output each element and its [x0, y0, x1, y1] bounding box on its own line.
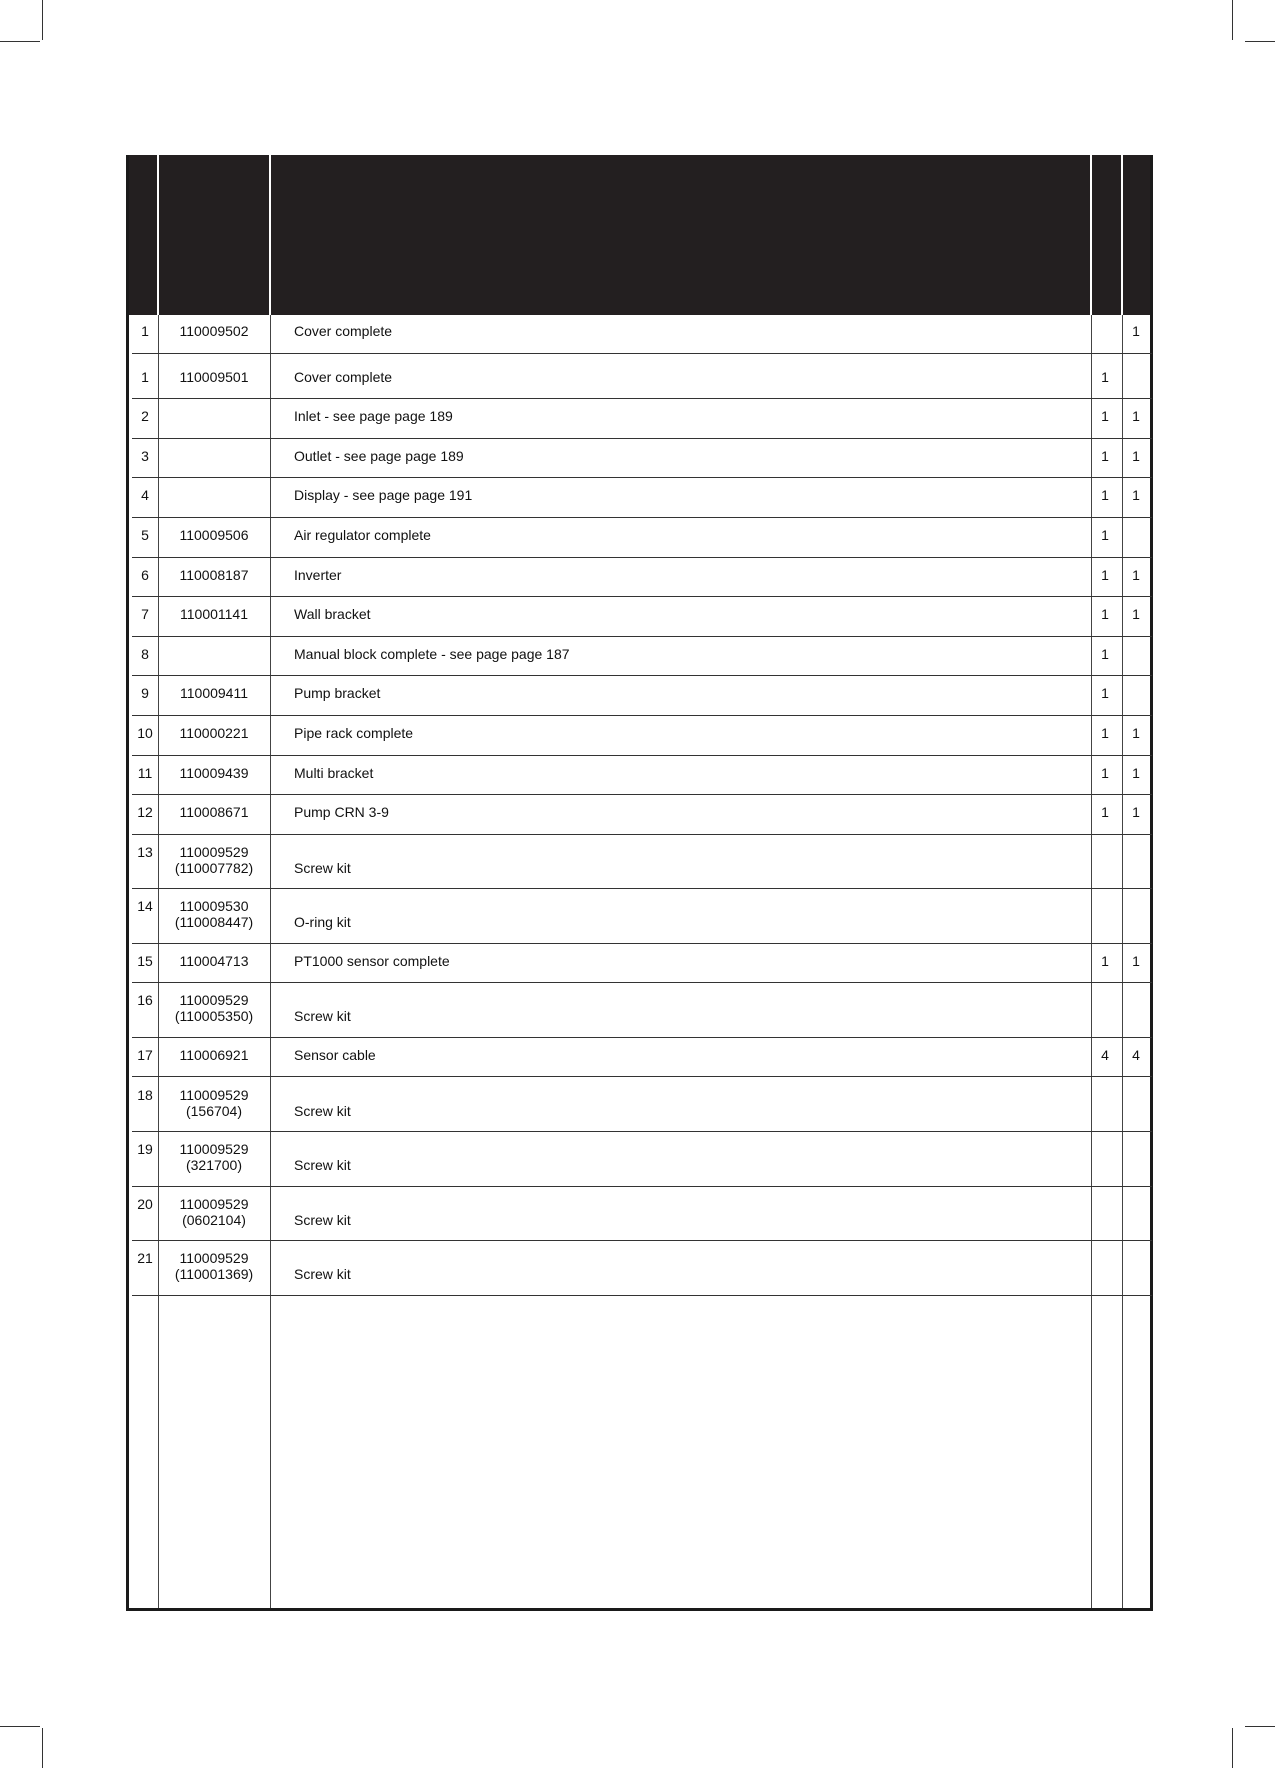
part-description: Multi bracket	[294, 764, 374, 781]
part-description: Screw kit	[294, 1157, 351, 1173]
table-row	[132, 983, 1152, 1038]
item-number: 1	[141, 368, 149, 385]
part-number: 110009529	[179, 992, 249, 1009]
item-number: 11	[137, 764, 153, 781]
table-row	[132, 676, 1152, 716]
part-description: Sensor cable	[294, 1046, 376, 1063]
table-row	[132, 558, 1152, 598]
part-number: 110009530	[179, 898, 249, 915]
part-description: Screw kit	[294, 1008, 351, 1025]
quantity-model-a: 1	[1101, 645, 1109, 662]
part-number-alt: (0602104)	[182, 1211, 246, 1228]
item-number: 5	[141, 527, 149, 543]
table-row	[132, 1241, 1152, 1296]
header-separator	[1090, 155, 1092, 315]
item-number: 19	[137, 1141, 153, 1157]
item-number: 20	[137, 1195, 153, 1212]
parts-table	[126, 155, 1153, 1611]
table-header	[129, 155, 1150, 315]
item-number: 7	[141, 606, 149, 623]
quantity-model-a: 1	[1101, 447, 1109, 464]
part-number-alt: (110005350)	[174, 1008, 254, 1025]
table-row	[132, 756, 1152, 796]
table-row	[132, 795, 1152, 835]
item-number: 9	[141, 685, 149, 702]
part-description: Cover complete	[294, 368, 393, 385]
item-number: 12	[137, 804, 153, 821]
item-number: 17	[137, 1046, 153, 1063]
part-number-alt: (110007782)	[174, 859, 254, 876]
quantity-model-a: 1	[1101, 408, 1109, 425]
table-row	[132, 1132, 1152, 1187]
crop-mark	[42, 1728, 43, 1768]
part-description: Display - see page page 191	[294, 487, 473, 504]
part-description: Outlet - see page page 189	[294, 447, 464, 464]
table-row	[132, 518, 1152, 558]
table-row	[132, 889, 1152, 944]
crop-mark	[42, 0, 43, 40]
part-description: PT1000 sensor complete	[294, 952, 450, 969]
quantity-model-b: 1	[1132, 764, 1140, 781]
quantity-model-a: 1	[1101, 952, 1109, 969]
item-number: 21	[137, 1250, 153, 1266]
quantity-model-a: 1	[1101, 368, 1109, 385]
part-description: Cover complete	[294, 323, 393, 339]
item-number: 15	[137, 952, 153, 969]
quantity-model-a: 1	[1101, 606, 1109, 623]
quantity-model-b: 1	[1132, 323, 1140, 339]
table-row	[132, 1078, 1152, 1133]
quantity-model-a: 1	[1101, 804, 1109, 821]
item-number: 10	[137, 725, 153, 741]
part-description: Wall bracket	[294, 606, 371, 623]
item-number: 1	[141, 323, 149, 339]
part-number: 110009529	[179, 1141, 249, 1157]
item-number: 8	[141, 645, 149, 662]
item-number: 3	[141, 447, 149, 464]
item-number: 6	[141, 566, 149, 583]
quantity-model-b: 1	[1132, 487, 1140, 504]
part-description: Air regulator complete	[294, 527, 431, 543]
header-separator	[1121, 155, 1123, 315]
crop-mark	[1232, 1728, 1233, 1768]
part-number: 110009529	[179, 1195, 249, 1212]
quantity-model-a: 1	[1101, 527, 1109, 543]
part-description: Pump CRN 3-9	[294, 804, 389, 821]
quantity-model-a: 1	[1101, 764, 1109, 781]
crop-mark	[0, 41, 40, 42]
part-number: 110008671	[179, 804, 249, 821]
part-number: 110009439	[179, 764, 249, 781]
part-description: Inlet - see page page 189	[294, 408, 453, 425]
quantity-model-b: 1	[1132, 447, 1140, 464]
table-row	[132, 360, 1152, 400]
part-number: 110009529	[179, 843, 249, 860]
quantity-model-b: 1	[1132, 408, 1140, 425]
part-description: Screw kit	[294, 1102, 351, 1119]
part-number: 110009506	[179, 527, 249, 543]
part-number: 110009501	[179, 368, 249, 385]
part-number: 110009529	[179, 1250, 249, 1266]
quantity-model-a: 1	[1101, 725, 1109, 741]
part-description: Inverter	[294, 566, 342, 583]
quantity-model-b: 4	[1132, 1046, 1140, 1063]
header-separator	[269, 155, 271, 315]
crop-mark	[1245, 41, 1275, 42]
table-row	[132, 439, 1152, 479]
table-row	[132, 716, 1152, 756]
part-number: 110009411	[180, 685, 248, 702]
table-row	[132, 597, 1152, 637]
item-number: 13	[137, 843, 153, 860]
quantity-model-a: 1	[1101, 685, 1109, 702]
crop-mark	[0, 1726, 40, 1727]
part-description: Screw kit	[294, 1266, 351, 1282]
quantity-model-b: 1	[1132, 952, 1140, 969]
quantity-model-a: 1	[1101, 566, 1109, 583]
header-separator	[157, 155, 159, 315]
part-number: 110006921	[179, 1046, 249, 1063]
quantity-model-b: 1	[1132, 606, 1140, 623]
crop-mark	[1245, 1726, 1275, 1727]
table-row	[132, 637, 1152, 677]
table-row	[132, 944, 1152, 984]
part-number: 110000221	[179, 725, 249, 741]
part-description: O-ring kit	[294, 914, 351, 931]
table-row	[132, 1187, 1152, 1242]
item-number: 14	[137, 898, 153, 915]
table-row	[132, 399, 1152, 439]
part-number-alt: (321700)	[185, 1157, 243, 1173]
quantity-model-b: 1	[1132, 804, 1140, 821]
table-row	[132, 314, 1152, 354]
quantity-model-a: 1	[1101, 487, 1109, 504]
table-row	[132, 478, 1152, 518]
table-row	[132, 835, 1152, 890]
item-number: 16	[137, 992, 153, 1009]
part-description: Pipe rack complete	[294, 725, 414, 741]
part-number: 110001141	[180, 606, 248, 623]
part-description: Manual block complete - see page page 187	[294, 645, 570, 662]
part-number: 110009502	[179, 323, 249, 339]
part-number: 110008187	[179, 566, 249, 583]
part-number-alt: (156704)	[185, 1102, 243, 1119]
part-number: 110009529	[179, 1086, 249, 1103]
quantity-model-a: 4	[1101, 1046, 1109, 1063]
part-number-alt: (110008447)	[174, 914, 254, 931]
part-number: 110004713	[179, 952, 249, 969]
item-number: 18	[137, 1086, 153, 1103]
quantity-model-b: 1	[1132, 566, 1140, 583]
item-number: 2	[141, 408, 149, 425]
part-description: Screw kit	[294, 1211, 351, 1228]
quantity-model-b: 1	[1132, 725, 1140, 741]
crop-mark	[1232, 0, 1233, 40]
item-number: 4	[141, 487, 149, 504]
part-description: Pump bracket	[294, 685, 381, 702]
part-description: Screw kit	[294, 859, 351, 876]
part-number-alt: (110001369)	[174, 1266, 254, 1282]
table-row	[132, 1038, 1152, 1078]
